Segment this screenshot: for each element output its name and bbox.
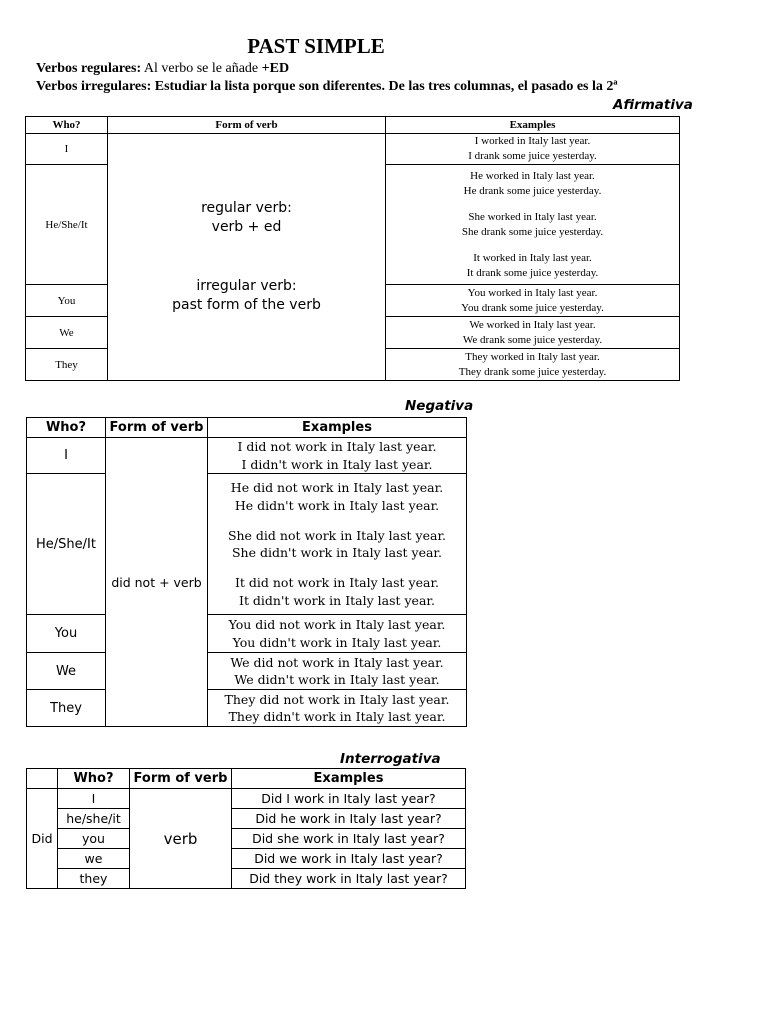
table-header-row	[26, 117, 680, 134]
example-line: We did not work in Italy last year.	[230, 654, 444, 670]
form-irregular-line-2: past form of the verb	[172, 297, 321, 313]
example-line: You drank some juice yesterday.	[461, 301, 604, 314]
table-row	[27, 653, 467, 690]
examples-cell: Did she work in Italy last year?	[232, 829, 466, 849]
example-line: It did not work in Italy last year.	[234, 575, 440, 590]
example-line: He drank some juice yesterday.	[463, 184, 602, 197]
who-cell: he/she/it	[58, 809, 130, 829]
form-regular-line-2: verb + ed	[211, 219, 282, 235]
table-header-row	[27, 418, 467, 438]
table-row	[27, 615, 467, 653]
header-form: Form of verb	[108, 117, 386, 134]
page-title: PAST SIMPLE	[247, 34, 385, 58]
who-cell: You	[27, 615, 106, 653]
interrogative-table	[26, 768, 466, 889]
who-cell: you	[58, 829, 130, 849]
intro-regular-text: Al verbo se le añade	[141, 61, 262, 76]
form-of-verb-cell	[108, 134, 386, 381]
affirmative-table	[25, 116, 680, 381]
example-line: They worked in Italy last year.	[465, 350, 600, 363]
example-line: He did not work in Italy last year.	[230, 480, 444, 495]
table-row	[27, 789, 466, 809]
example-line: I worked in Italy last year.	[474, 135, 591, 147]
example-line: It worked in Italy last year.	[473, 251, 592, 264]
examples-cell	[386, 134, 680, 165]
intro-regular-label: Verbos regulares:	[36, 61, 142, 76]
example-line: It drank some juice yesterday.	[466, 266, 599, 279]
who-cell: They	[26, 349, 108, 381]
intro-regular-suffix: +ED	[261, 61, 290, 76]
header-who: Who?	[26, 117, 108, 134]
table-row	[27, 849, 466, 869]
intro-regular	[36, 61, 289, 77]
examples-cell: Did I work in Italy last year?	[232, 789, 466, 809]
examples-cell	[208, 615, 467, 653]
header-who: Who?	[27, 418, 106, 438]
intro-irregular	[36, 79, 618, 95]
table-row	[26, 134, 680, 165]
who-cell: they	[58, 869, 130, 889]
examples-cell	[208, 474, 467, 615]
example-line: We drank some juice yesterday.	[462, 333, 603, 346]
header-examples: Examples	[386, 117, 680, 134]
who-cell: He/She/It	[27, 474, 106, 615]
examples-cell	[386, 349, 680, 381]
who-cell: I	[58, 789, 130, 809]
example-line: They did not work in Italy last year.	[224, 691, 450, 707]
who-cell: I	[26, 134, 108, 165]
who-cell: I	[27, 438, 106, 474]
examples-cell	[386, 317, 680, 349]
example-line: She didn't work in Italy last year.	[231, 545, 443, 560]
example-line: You didn't work in Italy last year.	[232, 634, 442, 650]
example-line: She worked in Italy last year.	[468, 210, 597, 223]
table-row	[27, 438, 467, 474]
table-row	[27, 869, 466, 889]
who-cell: They	[27, 690, 106, 727]
table-header-row	[27, 769, 466, 789]
examples-cell: Did they work in Italy last year?	[232, 869, 466, 889]
examples-cell: Did we work in Italy last year?	[232, 849, 466, 869]
example-line: He didn't work in Italy last year.	[234, 497, 440, 513]
example-line: She drank some juice yesterday.	[461, 225, 604, 238]
table-row	[27, 474, 467, 615]
examples-cell	[208, 653, 467, 690]
table-row	[27, 809, 466, 829]
header-form: Form of verb	[130, 769, 232, 789]
examples-cell	[208, 438, 467, 474]
who-cell: We	[27, 653, 106, 690]
header-aux	[27, 769, 58, 789]
examples-cell	[386, 165, 680, 285]
who-cell: we	[58, 849, 130, 869]
form-of-verb-cell: did not + verb	[106, 438, 208, 727]
example-line: I did not work in Italy last year.	[237, 439, 437, 454]
table-row	[27, 829, 466, 849]
intro-irregular-text: Estudiar la lista porque son diferentes. De las tres columnas, el pasado es la 2ª	[151, 79, 618, 94]
header-who: Who?	[58, 769, 130, 789]
intro-irregular-label: Verbos irregulares:	[36, 79, 152, 94]
form-irregular-line-1: irregular verb:	[196, 278, 297, 294]
auxiliary-cell: Did	[27, 789, 58, 889]
example-line: I didn't work in Italy last year.	[241, 456, 433, 472]
examples-cell	[208, 690, 467, 727]
who-cell: You	[26, 285, 108, 317]
example-line: We didn't work in Italy last year.	[234, 672, 440, 687]
example-line: She did not work in Italy last year.	[227, 527, 447, 543]
table-row	[27, 690, 467, 727]
examples-cell: Did he work in Italy last year?	[232, 809, 466, 829]
header-examples: Examples	[232, 769, 466, 789]
example-line: They didn't work in Italy last year.	[228, 709, 446, 724]
header-examples: Examples	[208, 418, 467, 438]
example-line: They drank some juice yesterday.	[458, 365, 607, 378]
example-line: He worked in Italy last year.	[470, 169, 595, 182]
examples-cell	[386, 285, 680, 317]
header-form: Form of verb	[106, 418, 208, 438]
interrogative-label: Interrogativa	[340, 751, 441, 767]
form-regular-line-1: regular verb:	[201, 200, 292, 216]
example-line: I drank some juice yesterday.	[468, 150, 597, 162]
example-line: You worked in Italy last year.	[467, 286, 598, 299]
who-cell: We	[26, 317, 108, 349]
example-line: It didn't work in Italy last year.	[239, 592, 435, 608]
who-cell: He/She/It	[26, 165, 108, 285]
negative-label: Negativa	[405, 398, 474, 414]
example-line: You did not work in Italy last year.	[228, 617, 446, 632]
negative-table	[26, 417, 467, 727]
affirmative-label: Afirmativa	[613, 97, 693, 113]
example-line: We worked in Italy last year.	[469, 318, 596, 331]
form-of-verb-cell: verb	[130, 789, 232, 889]
